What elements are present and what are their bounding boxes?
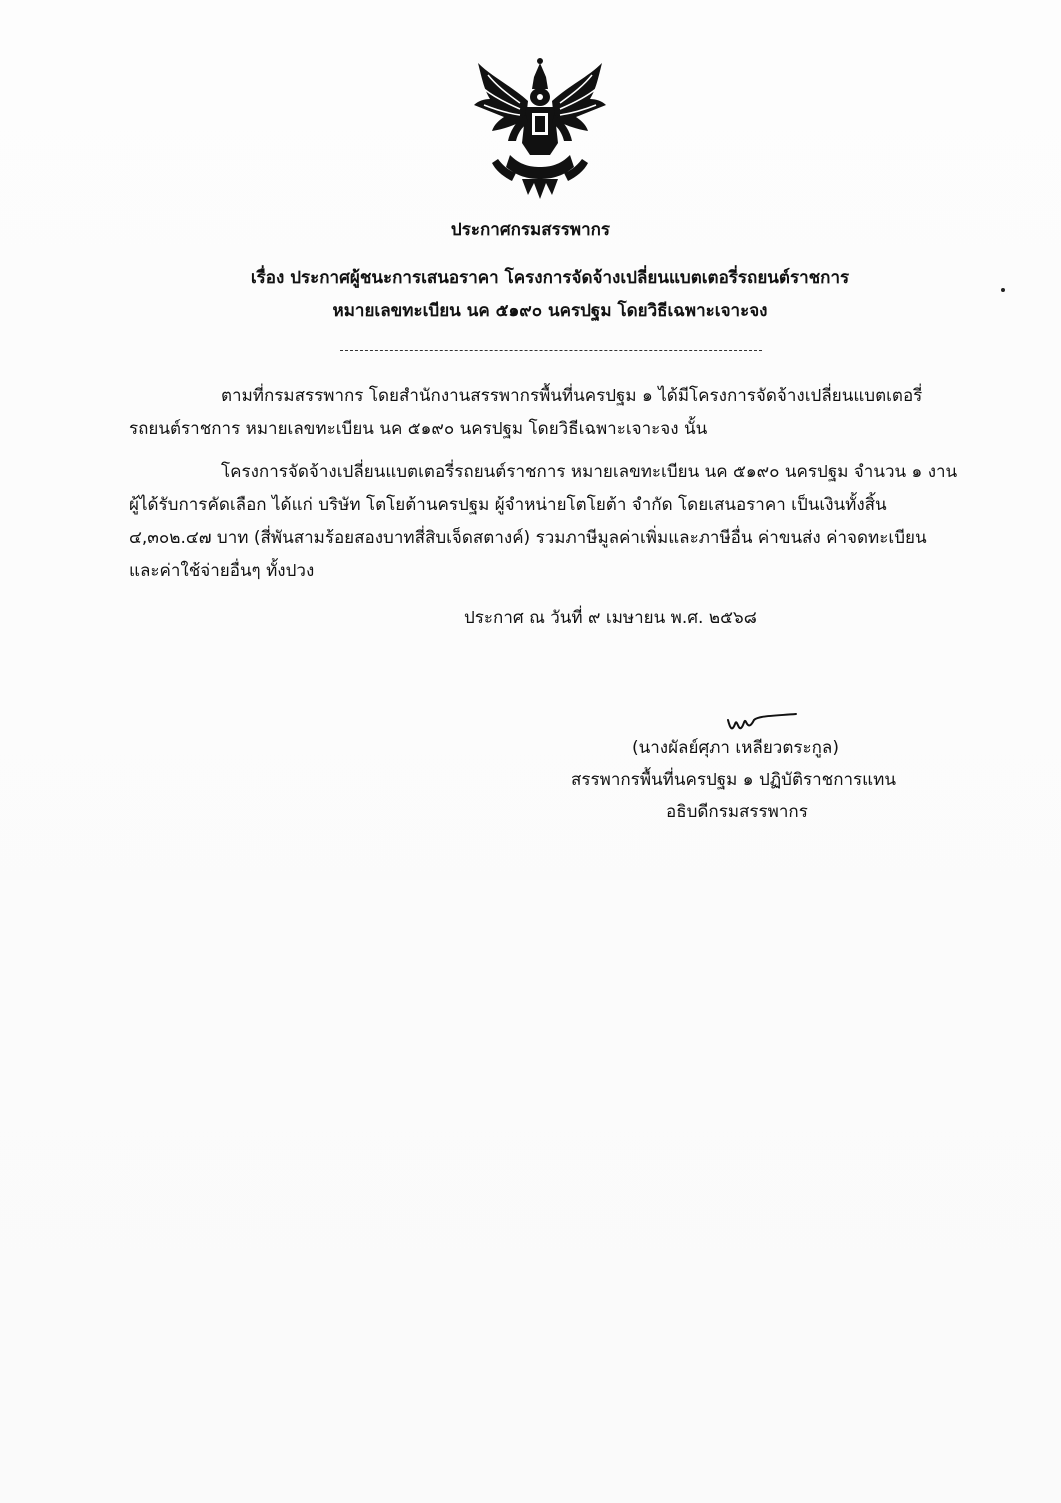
paragraph-line: และค่าใช้จ่ายอื่นๆ ทั้งปวง xyxy=(129,561,315,581)
signatory-title: อธิบดีกรมสรรพากร xyxy=(666,802,808,822)
document-subject-line-2: หมายเลขทะเบียน นค ๕๑๙๐ นครปฐม โดยวิธีเฉพาะเจาะจง xyxy=(332,301,768,321)
paragraph-line: ตามที่กรมสรรพากร โดยสำนักงานสรรพากรพื้นที่นครปฐม ๑ ได้มีโครงการจัดจ้างเปลี่ยนแบตเตอรี่ xyxy=(221,386,923,406)
dashed-divider xyxy=(340,350,762,351)
document-subject-line-1: เรื่อง ประกาศผู้ชนะการเสนอราคา โครงการจัดจ้างเปลี่ยนแบตเตอรี่รถยนต์ราชการ xyxy=(250,268,850,288)
document-title: ประกาศกรมสรรพากร xyxy=(450,220,611,240)
paragraph-winner-details xyxy=(129,456,979,588)
paragraph-line: รถยนต์ราชการ หมายเลขทะเบียน นค ๕๑๙๐ นครปฐม โดยวิธีเฉพาะเจาะจง นั้น xyxy=(129,419,708,439)
signatory-position: สรรพากรพื้นที่นครปฐม ๑ ปฏิบัติราชการแทน xyxy=(571,770,896,790)
paragraph-line: โครงการจัดจ้างเปลี่ยนแบตเตอรี่รถยนต์ราชการ หมายเลขทะเบียน นค ๕๑๙๐ นครปฐม จำนวน ๑ งาน xyxy=(221,462,958,482)
paragraph-line: ผู้ได้รับการคัดเลือก ได้แก่ บริษัท โตโยต้านครปฐม ผู้จำหน่ายโตโยต้า จำกัด โดยเสนอราคา เป็นเงินทั้งสิ้น xyxy=(129,495,887,515)
announcement-date: ประกาศ ณ วันที่ ๙ เมษายน พ.ศ. ๒๕๖๘ xyxy=(464,608,757,628)
scan-speck xyxy=(1001,288,1005,292)
garuda-emblem-icon xyxy=(470,55,610,203)
handwritten-signature-icon xyxy=(726,710,798,734)
paragraph-announcement-intro xyxy=(129,380,979,446)
paragraph-line: ๔,๓๐๒.๔๗ บาท (สี่พันสามร้อยสองบาทสี่สิบเจ็ดสตางค์) รวมภาษีมูลค่าเพิ่มและภาษีอื่น ค่าขนส่ง ค่าจดทะเบียน xyxy=(129,528,927,548)
signatory-name: (นางผัลย์ศุภา เหลียวตระกูล) xyxy=(632,738,839,758)
